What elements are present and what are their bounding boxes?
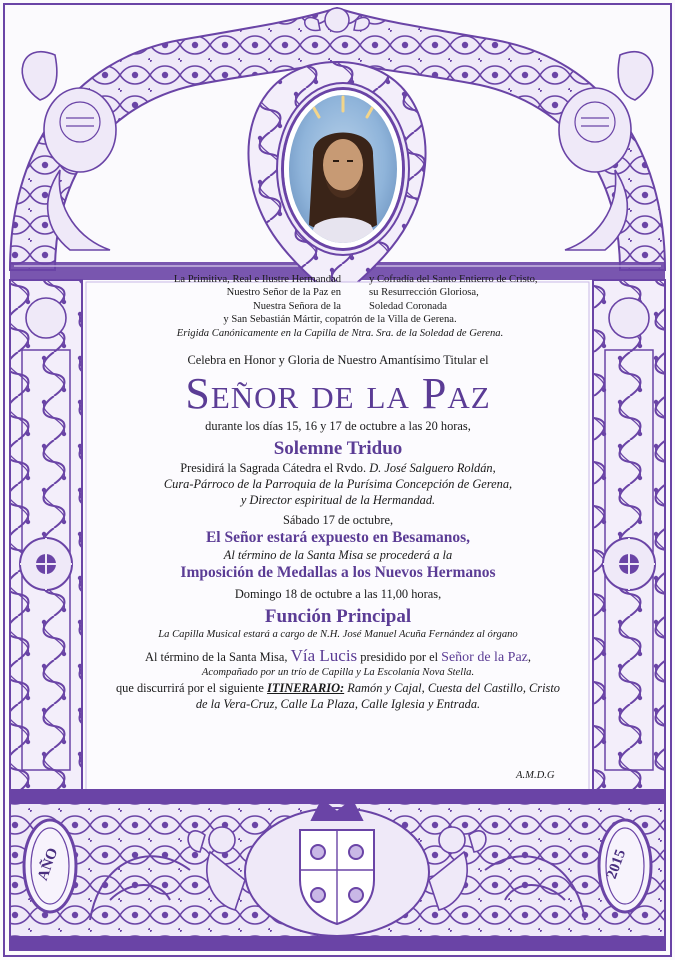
- imposicion-heading: Imposición de Medallas a los Nuevos Hermanos: [180, 564, 496, 581]
- brotherhood-header: [110, 273, 570, 340]
- termino-line: Al término de la Santa Misa se procederá a la: [223, 548, 453, 562]
- header-line3-right: Soledad Coronada: [369, 300, 447, 312]
- cura-line: Cura-Párroco de la Parroquia de la Purísima Concepción de Gerena,: [163, 477, 513, 491]
- acompanado-line: Acompañado por un trío de Capilla y La Escolanía Nova Stella.: [201, 667, 475, 678]
- via-senor: Señor de la Paz: [441, 650, 528, 665]
- presidira-prefix: Presidirá la Sagrada Cátedra el Rvdo.: [180, 461, 367, 475]
- presidira-line: [88, 460, 588, 476]
- plaque-year-label: AÑO: [34, 845, 62, 883]
- header-line3-left: Nuestra Señora de la: [253, 300, 341, 312]
- funcion-heading: Función Principal: [264, 606, 412, 627]
- capilla-line: La Capilla Musical estará a cargo de N.H. José Manuel Acuña Fernández al órgano: [158, 629, 518, 640]
- amdg-signature: A.M.D.G: [516, 770, 555, 781]
- triduo-heading: Solemne Triduo: [273, 438, 403, 459]
- besamanos-heading: El Señor estará expuesto en Besamanos,: [205, 529, 471, 546]
- domingo-line: Domingo 18 de octubre a las 11,00 horas,: [234, 587, 442, 601]
- header-line2-left: Nuestro Señor de la Paz en: [226, 287, 341, 299]
- itinerario-streets-1: Ramón y Cajal, Cuesta del Castillo, Cristo: [347, 681, 560, 695]
- via-mid: presidido por el: [360, 650, 439, 664]
- sabado-line: Sábado 17 de octubre,: [282, 513, 394, 527]
- header-line1-left: La Primitiva, Real e Ilustre Hermandad: [173, 274, 341, 285]
- itinerario-line: [88, 680, 588, 696]
- plaque-year-value: 2015: [603, 847, 630, 882]
- celebra-line: Celebra en Honor y Gloria de Nuestro Amantísimo Titular el: [187, 353, 489, 367]
- itinerario-label: ITINERARIO:: [267, 681, 345, 695]
- christ-portrait-image: [289, 95, 397, 243]
- main-text: [88, 352, 588, 712]
- presidira-name: D. José Salguero Roldán,: [369, 461, 496, 475]
- portrait-medallion: [284, 90, 402, 248]
- discurrira-text: que discurrirá por el siguiente: [115, 681, 264, 695]
- director-line: y Director espiritual de la Hermandad.: [240, 493, 436, 507]
- via-lucis-line: [88, 648, 588, 666]
- via-lucis-title: Vía Lucis: [290, 646, 358, 665]
- durante-line: durante los días 15, 16 y 17 de octubre a las 20 horas,: [205, 419, 471, 433]
- itinerario-streets-2: de la Vera-Cruz, Calle La Plaza, Calle Iglesia y Entrada.: [195, 697, 481, 711]
- header-erigida: Erigida Canónicamente en la Capilla de Ntra. Sra. de la Soledad de Gerena.: [176, 327, 504, 339]
- via-end: ,: [527, 650, 531, 664]
- via-prefix: Al término de la Santa Misa,: [145, 650, 288, 664]
- page-title: Señor de la Paz: [185, 369, 491, 418]
- header-line1-right: y Cofradía del Santo Entierro de Cristo,: [369, 274, 538, 285]
- header-line2-right: su Resurrección Gloriosa,: [369, 287, 479, 299]
- header-line4: y San Sebastián Mártir, copatrón de la Villa de Gerena.: [223, 314, 457, 326]
